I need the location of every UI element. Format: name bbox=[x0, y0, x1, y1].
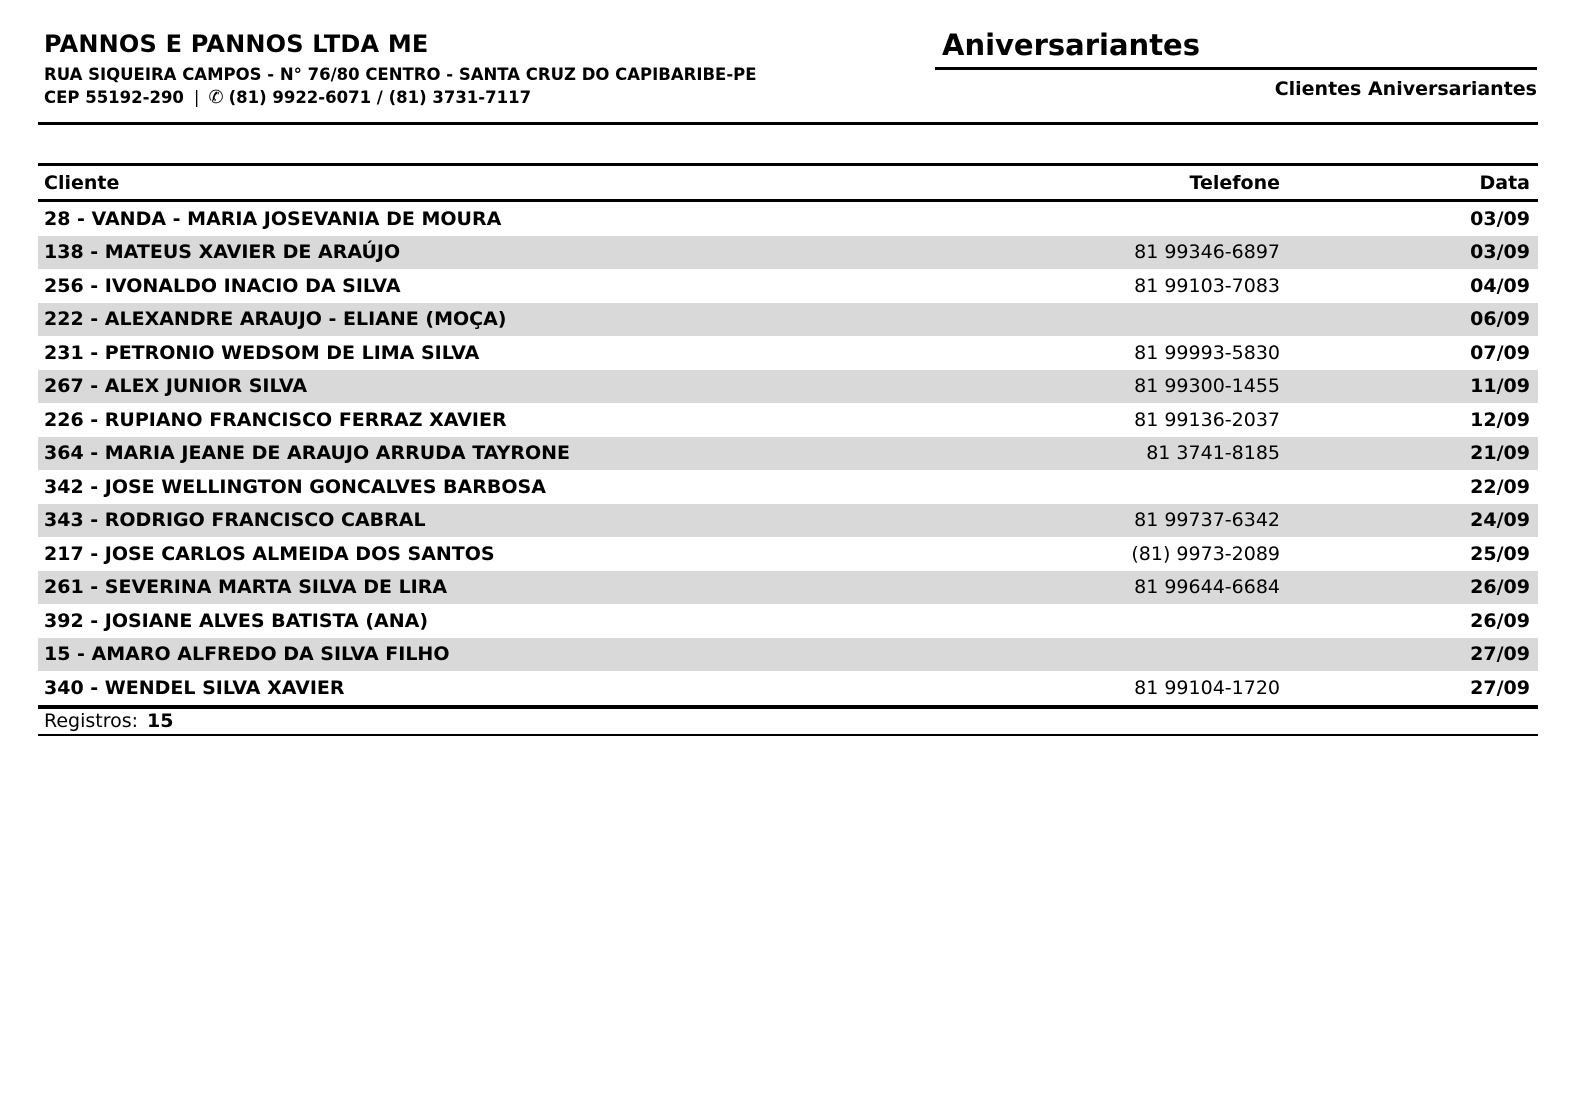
data-cell: 27/09 bbox=[1470, 643, 1530, 666]
telefone-cell: 81 99103-7083 bbox=[1134, 274, 1280, 297]
data-cell: 25/09 bbox=[1470, 542, 1530, 565]
telefone-cell: 81 99104-1720 bbox=[1134, 676, 1280, 699]
data-cell: 24/09 bbox=[1470, 509, 1530, 532]
cliente-cell: 15 - AMARO ALFREDO DA SILVA FILHO bbox=[44, 643, 450, 666]
table-header-row bbox=[38, 163, 1538, 202]
cliente-cell: 267 - ALEX JUNIOR SILVA bbox=[44, 375, 308, 398]
company-contact bbox=[44, 86, 757, 109]
data-cell: 04/09 bbox=[1470, 274, 1530, 297]
table-row bbox=[38, 571, 1538, 605]
data-cell: 11/09 bbox=[1470, 375, 1530, 398]
data-cell: 21/09 bbox=[1470, 442, 1530, 465]
birthdays-table bbox=[38, 163, 1538, 736]
table-row bbox=[38, 671, 1538, 705]
cliente-cell: 256 - IVONALDO INACIO DA SILVA bbox=[44, 274, 401, 297]
company-cep: CEP 55192-290 bbox=[44, 88, 184, 107]
table-row bbox=[38, 403, 1538, 437]
cliente-cell: 364 - MARIA JEANE DE ARAUJO ARRUDA TAYRONE bbox=[44, 442, 571, 465]
table-row bbox=[38, 504, 1538, 538]
data-cell: 03/09 bbox=[1470, 241, 1530, 264]
cliente-cell: 28 - VANDA - MARIA JOSEVANIA DE MOURA bbox=[44, 207, 502, 230]
report-subtitle: Clientes Aniversariantes bbox=[1274, 78, 1537, 100]
telefone-cell: 81 99346-6897 bbox=[1134, 241, 1280, 264]
company-address: RUA SIQUEIRA CAMPOS - N° 76/80 CENTRO - SANTA CRUZ DO CAPIBARIBE-PE bbox=[44, 65, 757, 84]
report-title: Aniversariantes bbox=[935, 27, 1537, 70]
column-header-telefone: Telefone bbox=[1189, 171, 1280, 194]
cliente-cell: 261 - SEVERINA MARTA SILVA DE LIRA bbox=[44, 576, 448, 599]
telefone-cell: (81) 9973-2089 bbox=[1131, 542, 1280, 565]
separator-bar: | bbox=[193, 88, 200, 107]
cliente-cell: 340 - WENDEL SILVA XAVIER bbox=[44, 676, 345, 699]
telefone-cell: 81 99993-5830 bbox=[1134, 341, 1280, 364]
table-row bbox=[38, 236, 1538, 270]
cliente-cell: 231 - PETRONIO WEDSOM DE LIMA SILVA bbox=[44, 341, 480, 364]
cliente-cell: 342 - JOSE WELLINGTON GONCALVES BARBOSA bbox=[44, 475, 546, 498]
cliente-cell: 217 - JOSE CARLOS ALMEIDA DOS SANTOS bbox=[44, 542, 495, 565]
data-cell: 12/09 bbox=[1470, 408, 1530, 431]
cliente-cell: 222 - ALEXANDRE ARAUJO - ELIANE (MOÇA) bbox=[44, 308, 507, 331]
data-cell: 27/09 bbox=[1470, 676, 1530, 699]
telefone-cell: 81 99737-6342 bbox=[1134, 509, 1280, 532]
table-body bbox=[38, 202, 1538, 705]
telefone-cell: 81 99300-1455 bbox=[1134, 375, 1280, 398]
cliente-cell: 343 - RODRIGO FRANCISCO CABRAL bbox=[44, 509, 426, 532]
column-header-cliente: Cliente bbox=[44, 171, 120, 194]
cliente-cell: 392 - JOSIANE ALVES BATISTA (ANA) bbox=[44, 609, 429, 632]
data-cell: 26/09 bbox=[1470, 576, 1530, 599]
table-row bbox=[38, 437, 1538, 471]
telefone-cell: 81 99644-6684 bbox=[1134, 576, 1280, 599]
cliente-cell: 138 - MATEUS XAVIER DE ARAÚJO bbox=[44, 241, 401, 264]
telefone-cell: 81 99136-2037 bbox=[1134, 408, 1280, 431]
table-row bbox=[38, 537, 1538, 571]
data-cell: 07/09 bbox=[1470, 341, 1530, 364]
column-header-data: Data bbox=[1479, 171, 1530, 194]
table-row bbox=[38, 470, 1538, 504]
table-row bbox=[38, 638, 1538, 672]
phone-icon: ✆ bbox=[208, 87, 224, 108]
table-footer bbox=[38, 705, 1538, 736]
registros-count: 15 bbox=[147, 710, 174, 732]
data-cell: 22/09 bbox=[1470, 475, 1530, 498]
report-title-block bbox=[935, 27, 1537, 100]
table-row bbox=[38, 336, 1538, 370]
company-header bbox=[44, 29, 757, 109]
table-row bbox=[38, 604, 1538, 638]
company-name: PANNOS E PANNOS LTDA ME bbox=[44, 30, 429, 58]
table-row bbox=[38, 269, 1538, 303]
registros-label: Registros: bbox=[44, 710, 139, 732]
telefone-cell: 81 3741-8185 bbox=[1146, 442, 1280, 465]
data-cell: 06/09 bbox=[1470, 308, 1530, 331]
data-cell: 26/09 bbox=[1470, 609, 1530, 632]
table-row bbox=[38, 202, 1538, 236]
header-divider bbox=[38, 122, 1538, 125]
table-row bbox=[38, 370, 1538, 404]
cliente-cell: 226 - RUPIANO FRANCISCO FERRAZ XAVIER bbox=[44, 408, 507, 431]
company-phones: (81) 9922-6071 / (81) 3731-7117 bbox=[228, 88, 532, 107]
table-row bbox=[38, 303, 1538, 337]
data-cell: 03/09 bbox=[1470, 207, 1530, 230]
